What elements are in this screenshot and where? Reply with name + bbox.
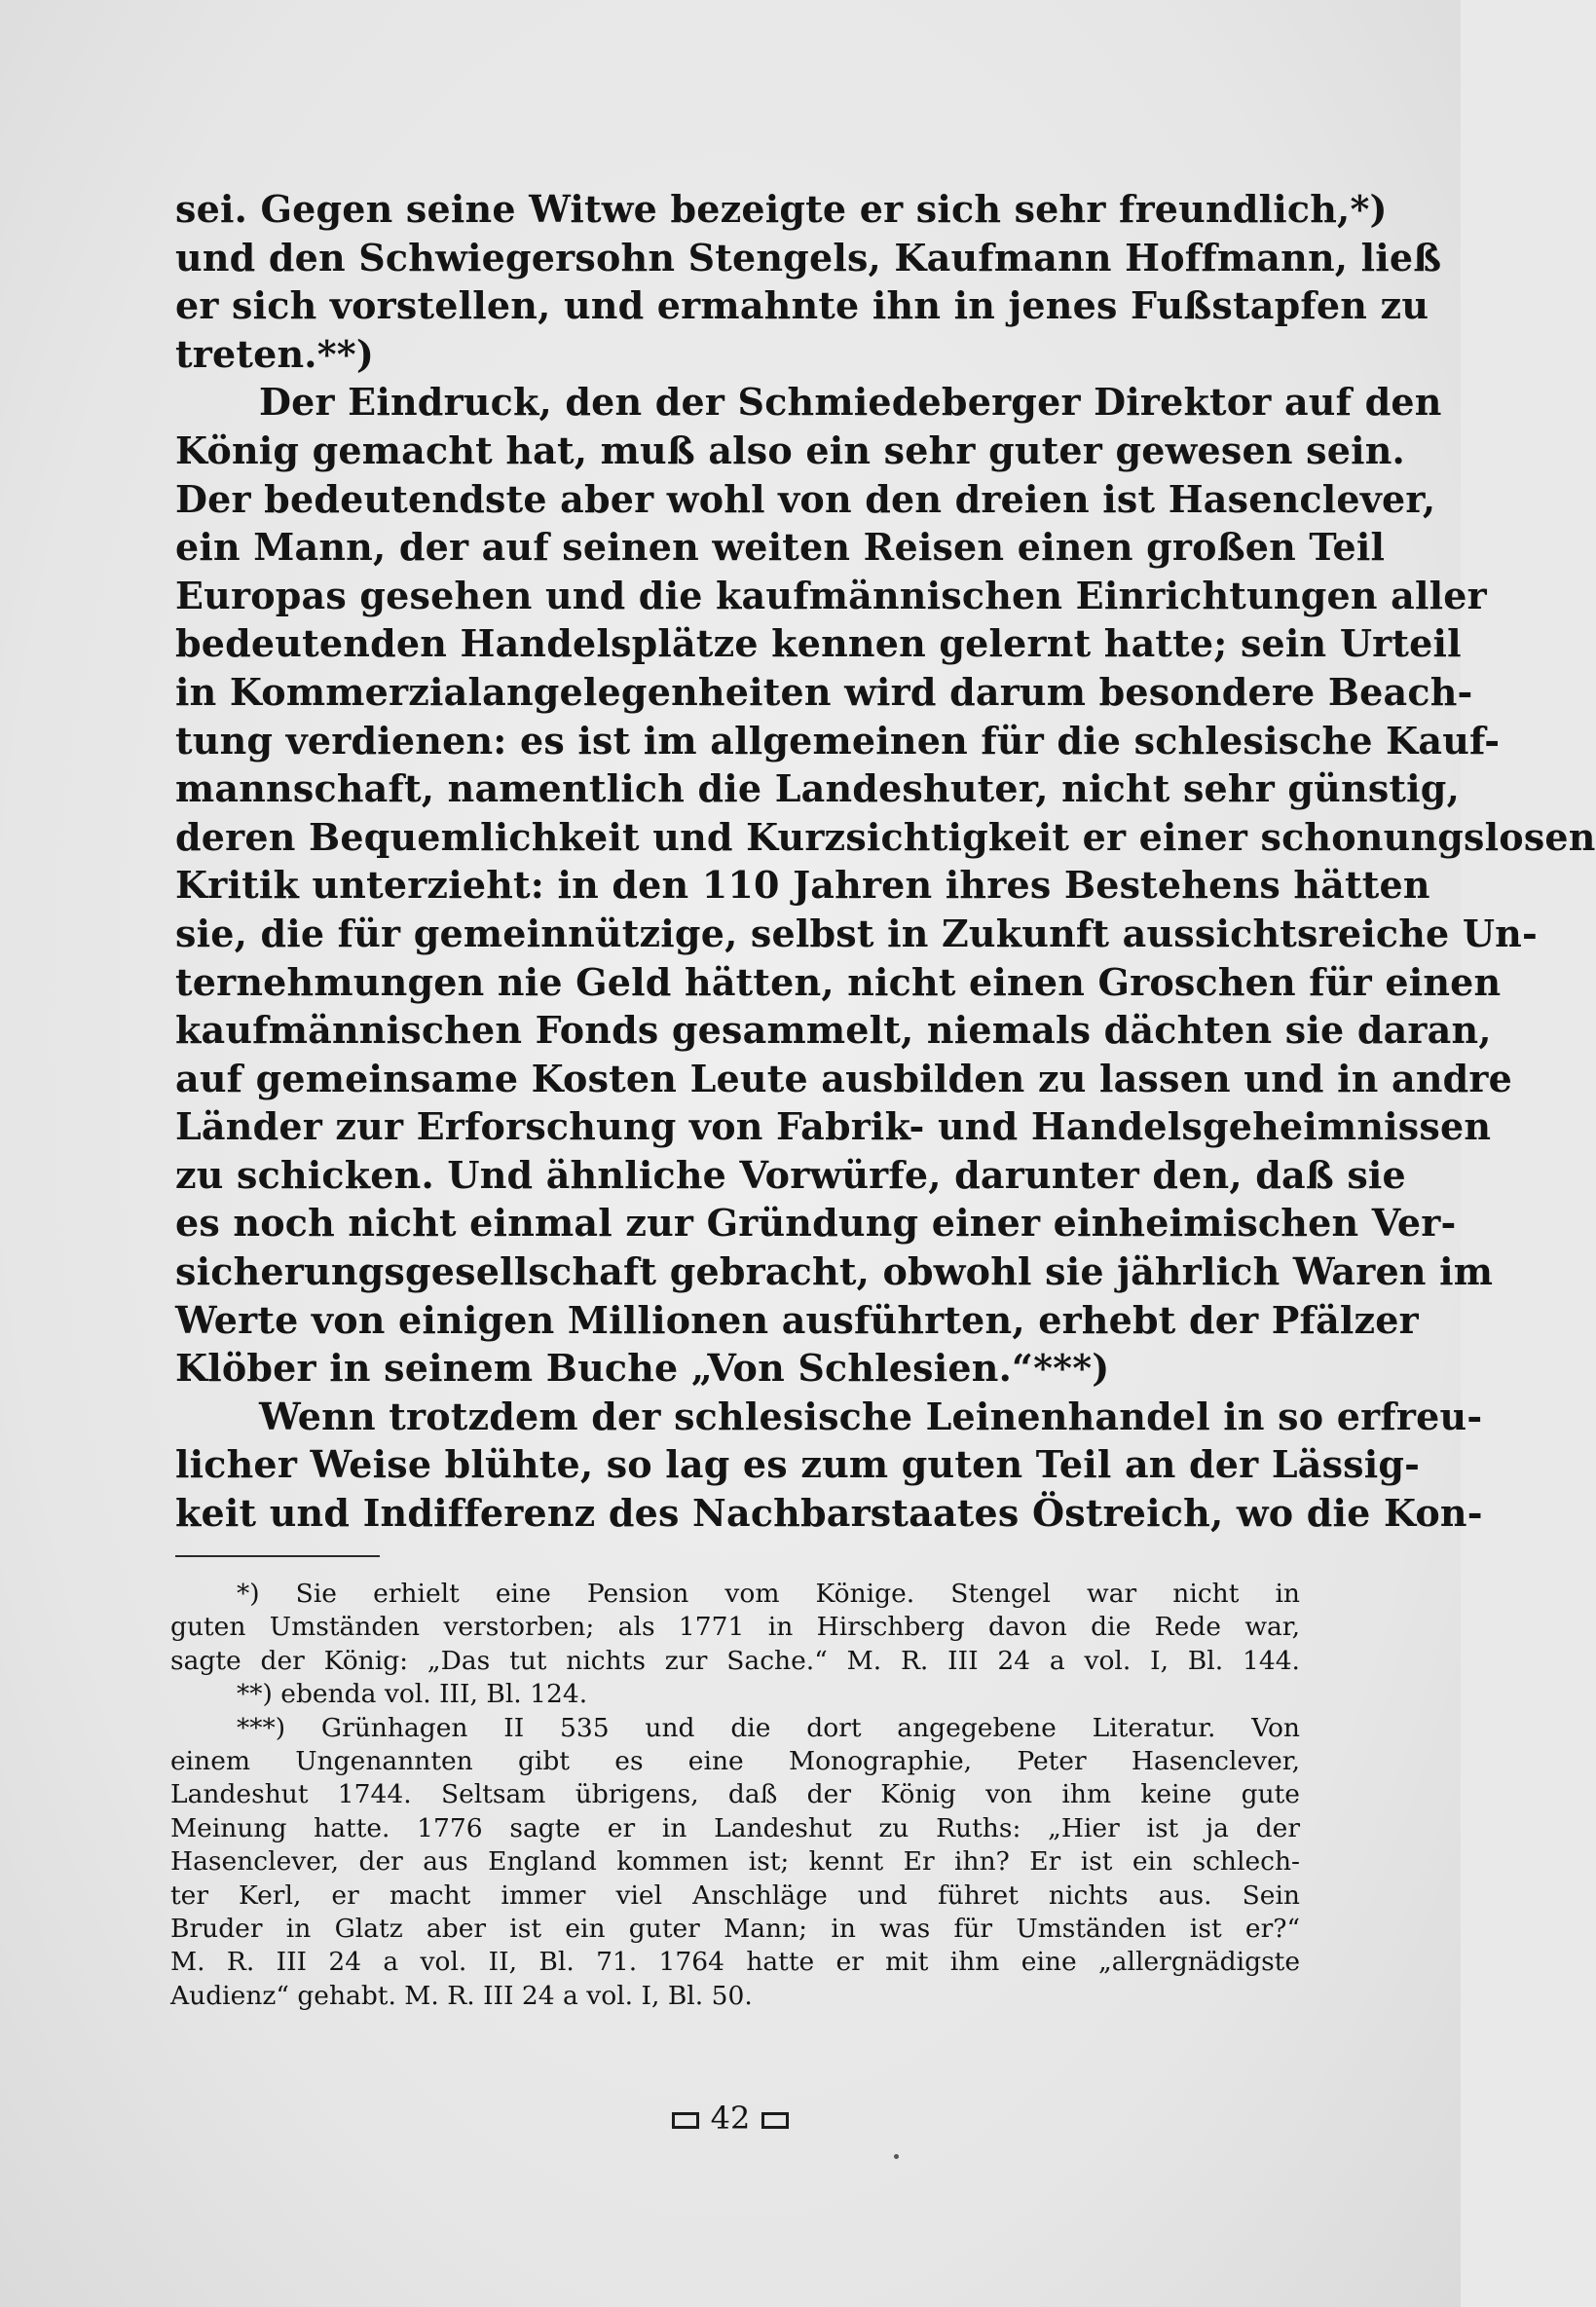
footnote-line: einem Ungenannten gibt es eine Monographie, Peter Hasenclever, xyxy=(170,1745,1300,1776)
footnote-divider xyxy=(175,1555,380,1557)
footnote-line: Hasenclever, der aus England kommen ist; kennt Er ihn? Er ist ein schlech- xyxy=(170,1846,1300,1878)
text-line: treten.**) xyxy=(175,331,375,376)
text-line: Europas gesehen und die kaufmännischen Einrichtungen aller xyxy=(175,573,1487,617)
text-line: Kritik unterzieht: in den 110 Jahren ihres Bestehens hätten xyxy=(175,863,1430,908)
text-line: in Kommerzialangelegenheiten wird darum besondere Beach- xyxy=(175,669,1473,714)
text-line: sei. Gegen seine Witwe bezeigte er sich sehr freundlich,*) xyxy=(175,187,1388,231)
text-line: König gemacht hat, muß also ein sehr guter gewesen sein. xyxy=(175,428,1405,472)
text-line: sicherungsgesellschaft gebracht, obwohl sie jährlich Waren im xyxy=(175,1249,1494,1294)
text-line: ein Mann, der auf seinen weiten Reisen einen großen Teil xyxy=(175,525,1386,570)
ornament-box-icon xyxy=(672,2112,699,2129)
footnote-line: *) Sie erhielt eine Pension vom Könige. Stengel war nicht in xyxy=(237,1579,1300,1609)
footnote-line: M. R. III 24 a vol. II, Bl. 71. 1764 hatte er mit ihm eine „allergnädigste xyxy=(170,1947,1300,1978)
text-line: sie, die für gemeinnützige, selbst in Zukunft aussichtsreiche Un- xyxy=(175,911,1538,955)
footnote-line: guten Umständen verstorben; als 1771 in Hirschberg davon die Rede war, xyxy=(170,1612,1300,1643)
text-line: keit und Indifferenz des Nachbarstaates Östreich, wo die Kon- xyxy=(175,1491,1483,1536)
footnote-line: Meinung hatte. 1776 sagte er in Landeshut zu Ruths: „Hier ist ja der xyxy=(170,1812,1300,1843)
footnote-line: ter Kerl, er macht immer viel Anschläge und führet nichts aus. Sein xyxy=(170,1879,1300,1911)
main-text xyxy=(175,185,1596,1538)
page-number xyxy=(0,2099,1461,2138)
footnote-line: Audienz“ gehabt. M. R. III 24 a vol. I, Bl. 50. xyxy=(170,1980,753,2011)
paragraph-start-line: Wenn trotzdem der schlesische Leinenhandel in so erfreu- xyxy=(259,1394,1483,1438)
text-line: auf gemeinsame Kosten Leute ausbilden zu lassen und in andre xyxy=(175,1056,1513,1100)
text-line: es noch nicht einmal zur Gründung einer einheimischen Ver- xyxy=(175,1201,1457,1246)
footnote-line: ***) Grünhagen II 535 und die dort angegebene Literatur. Von xyxy=(237,1712,1300,1743)
text-line: Der bedeutendste aber wohl von den dreien ist Hasenclever, xyxy=(175,476,1436,521)
text-line: ternehmungen nie Geld hätten, nicht einen Groschen für einen xyxy=(175,959,1502,1004)
speck-mark xyxy=(894,2154,899,2159)
text-line: Länder zur Erforschung von Fabrik- und Handelsgeheimnissen xyxy=(175,1104,1492,1149)
footnote-line: Bruder in Glatz aber ist ein guter Mann; in was für Umständen ist er?“ xyxy=(170,1913,1300,1944)
text-line: er sich vorstellen, und ermahnte ihn in jenes Fußstapfen zu xyxy=(175,283,1429,328)
text-line: zu schicken. Und ähnliche Vorwürfe, darunter den, daß sie xyxy=(175,1152,1406,1197)
text-line: Werte von einigen Millionen ausführten, erhebt der Pfälzer xyxy=(175,1297,1419,1342)
text-line: bedeutenden Handelsplätze kennen gelernt hatte; sein Urteil xyxy=(175,621,1462,666)
text-line: und den Schwiegersohn Stengels, Kaufmann Hoffmann, ließ xyxy=(175,235,1442,279)
footnote-line: sagte der König: „Das tut nichts zur Sache.“ M. R. III 24 a vol. I, Bl. 144. xyxy=(170,1645,1300,1676)
text-line: deren Bequemlichkeit und Kurzsichtigkeit er einer schonungslosen xyxy=(175,814,1596,859)
page-number-value: 42 xyxy=(710,2100,751,2137)
ornament-box-icon xyxy=(761,2112,789,2129)
text-line: Klöber in seinem Buche „Von Schlesien.“***) xyxy=(175,1346,1110,1391)
footnote-line: **) ebenda vol. III, Bl. 124. xyxy=(237,1679,588,1710)
footnote-line: Landeshut 1744. Seltsam übrigens, daß der König von ihm keine gute xyxy=(170,1779,1300,1810)
text-line: kaufmännischen Fonds gesammelt, niemals dächten sie daran, xyxy=(175,1008,1492,1053)
paragraph-start-line: Der Eindruck, den der Schmiedeberger Direktor auf den xyxy=(259,380,1442,425)
text-line: licher Weise blühte, so lag es zum guten Teil an der Lässig- xyxy=(175,1442,1421,1487)
text-line: tung verdienen: es ist im allgemeinen für die schlesische Kauf- xyxy=(175,718,1501,763)
text-line: mannschaft, namentlich die Landeshuter, nicht sehr günstig, xyxy=(175,766,1460,811)
footnotes xyxy=(170,1578,1300,2013)
